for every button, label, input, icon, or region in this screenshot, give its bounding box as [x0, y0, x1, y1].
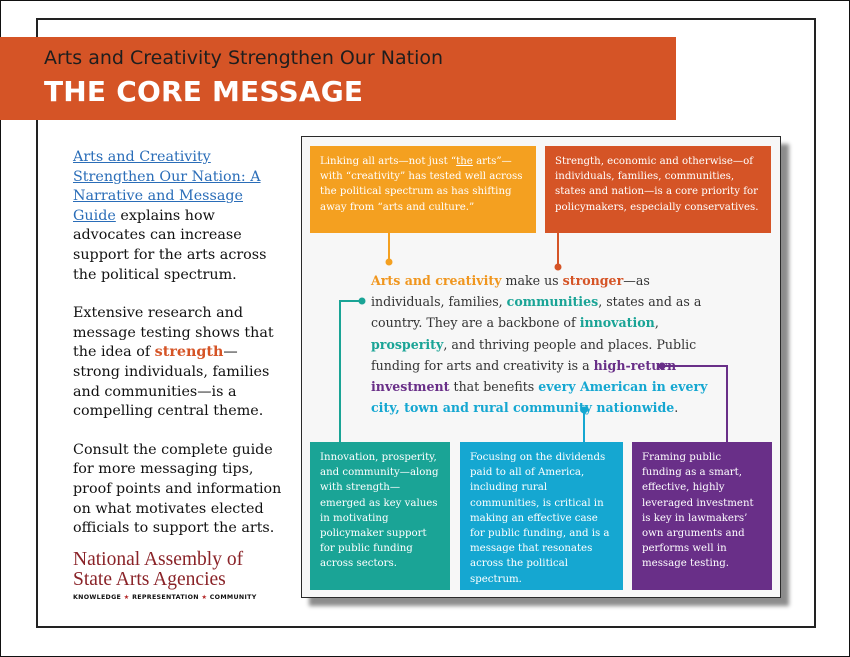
- intro-paragraph-1: [73, 148, 283, 285]
- intro-paragraph-2-after: —strong individuals, families and communities—is a compelling central theme.: [73, 344, 270, 420]
- intro-paragraph-2-before: Extensive research and message testing shows that the idea of: [73, 305, 274, 361]
- orange-dot: [386, 259, 393, 266]
- intro-column: [73, 148, 283, 558]
- banner-subtitle: Arts and Creativity Strengthen Our Nation: [44, 47, 444, 69]
- tagline-representation: REPRESENTATION: [132, 594, 199, 601]
- teal-dot: [359, 298, 366, 305]
- callout-teal: Innovation, prosperity, and community—along with strength—emerged as key values in motivating policymaker support for public funding across sectors.: [310, 442, 450, 590]
- tagline-knowledge: KNOWLEDGE: [73, 594, 122, 601]
- intro-paragraph-3: Consult the complete guide for more messaging tips, proof points and information on what motivates elected officials to support the arts.: [73, 441, 282, 537]
- callout-red: Strength, economic and otherwise—of individuals, families, communities, states and nation—is a core priority for policymakers, especially conservatives.: [545, 146, 771, 233]
- star-icon: ★: [201, 594, 208, 601]
- logo-line-1: National Assembly of: [73, 549, 244, 570]
- guide-link[interactable]: Arts and Creativity Strengthen Our Nation: A Narrative and Message Guide: [73, 149, 261, 224]
- callout-purple: Framing public funding as a smart, effective, highly leveraged investment is key in lawmakers’ own arguments and performs well in message testing.: [632, 442, 772, 590]
- core-message-text: Arts and creativity make us stronger—as individuals, families, communities, states and as a country. They are a backbone of innovation, prosperity, and thriving people and places. Public funding for arts and creativity is a high-return investment that benefits every American in every city, town and rural community nationwide.: [371, 273, 708, 416]
- tagline-community: COMMUNITY: [209, 594, 257, 601]
- intro-paragraph-1-text: explains how advocates can increase support for the arts across the political spectrum.: [73, 207, 267, 283]
- strength-highlight: strength: [154, 344, 224, 361]
- core-message-diagram: [301, 136, 781, 598]
- banner-title: THE CORE MESSAGE: [44, 75, 364, 108]
- logo-tagline: [73, 594, 273, 601]
- nasaa-logo: [73, 550, 273, 601]
- callout-orange: Linking all arts—not just “the arts”—with “creativity” has tested well across the political spectrum as has shifting away from “arts and culture.”: [310, 146, 536, 233]
- intro-paragraph-2: [73, 304, 283, 422]
- callout-blue: Focusing on the dividends paid to all of America, including rural communities, is critical in making an effective case for public funding, and is a message that resonates across the political spectrum.: [460, 442, 623, 590]
- title-banner: [0, 37, 676, 120]
- teal-connector: [340, 301, 362, 442]
- star-icon: ★: [123, 594, 130, 601]
- logo-line-2: State Arts Agencies: [73, 569, 226, 590]
